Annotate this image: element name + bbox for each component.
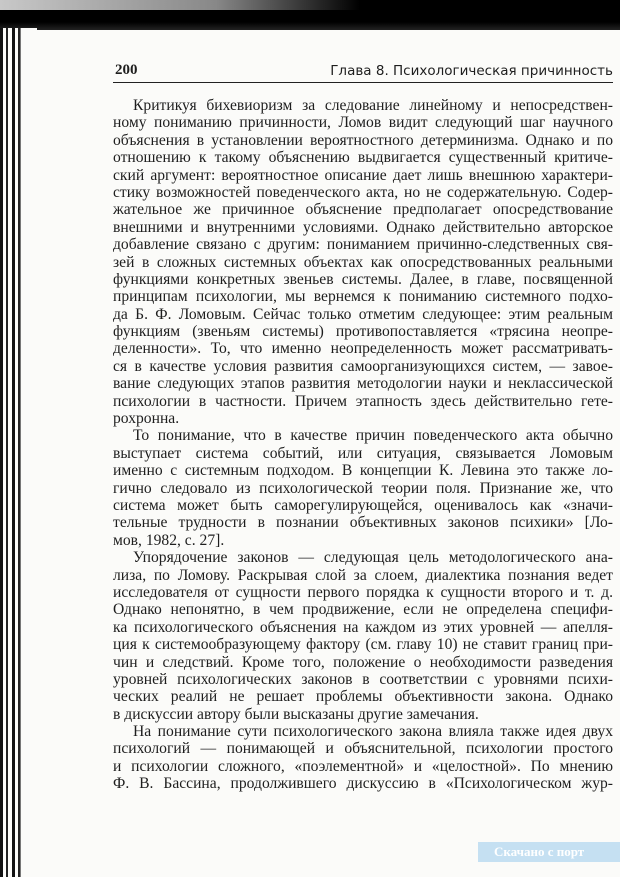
- scan-top-edge: [0, 0, 620, 30]
- text-line: На понимание сути психологического закона влияла также идея двух: [133, 723, 613, 741]
- text-line: ческих реалий не решает проблемы объективности закона. Однако: [113, 688, 613, 706]
- text-line: Однако непонятно, в чем продвижение, если не определена специфи-: [113, 601, 613, 619]
- page-body: [113, 97, 613, 793]
- page-number: 200: [115, 62, 138, 78]
- text-line: лиза, по Ломову. Раскрывая слой за слоем, диалектика познания ведет: [113, 566, 613, 584]
- text-line: внешними и внутренними условиями. Однако действительно авторское: [113, 218, 613, 236]
- watermark: Скачано с порт: [478, 842, 620, 862]
- text-line: тельные трудности в познании объективных законов психики» [Ло-: [113, 514, 613, 532]
- text-line: объяснения в установлении вероятностного детерминизма. Однако и по: [113, 131, 613, 149]
- text-line: ся в качестве условия развития самоорганизующихся систем, — завое-: [113, 357, 613, 375]
- text-line: чин и следствий. Кроме того, положение о необходимости разведения: [113, 653, 613, 671]
- text-line: психологии в частности. Причем этапность здесь действительно гете-: [113, 392, 613, 410]
- text-line: Ф. В. Бассина, продолжившего дискуссию в «Психологическом жур-: [113, 775, 613, 793]
- text-line: уровней психологических законов в соответствии с уровнями психи-: [113, 670, 613, 688]
- text-line: стику возможностей поведенческого акта, но не содержательную. Содер-: [113, 183, 613, 201]
- text-line: да Б. Ф. Ломовым. Сейчас только отметим следующее: этим реальным: [113, 305, 613, 323]
- text-line: То понимание, что в качестве причин поведенческого акта обычно: [133, 427, 613, 445]
- text-line: ция к системообразующему фактору (см. главу 10) не ставит границ при-: [113, 636, 613, 654]
- text-line: мов, 1982, с. 27].: [113, 531, 225, 549]
- text-line: в дискуссии автору были высказаны другие замечания.: [113, 705, 479, 723]
- paragraph: [113, 549, 613, 723]
- text-line: и психологии сложного, «поэлементной» и «целостной». По мнению: [113, 757, 613, 775]
- text-line: зей в сложных системных объектах как опосредствованных реальными: [113, 253, 613, 271]
- text-line: функциями конкретных звеньев системы. Далее, в главе, посвященной: [113, 270, 613, 288]
- text-line: вание следующих этапов развития методологии науки и неклассической: [113, 375, 613, 393]
- text-line: выступает система событий, или ситуация, связывается Ломовым: [113, 444, 613, 462]
- text-line: функциям (звеньям системы) противопоставляется «трясина неопре-: [113, 323, 613, 341]
- text-line: исследователя от сущности первого порядка к сущности второго и т. д.: [113, 583, 613, 601]
- text-line: именно с системным подходом. В концепции К. Левина это также ло-: [113, 462, 613, 480]
- paragraph: [113, 427, 613, 549]
- text-line: отношению к такому объяснению выдвигается существенный критиче-: [113, 149, 613, 167]
- paragraph: [113, 97, 613, 427]
- text-line: жательное же причинное объяснение предполагает опосредствование: [113, 201, 613, 219]
- running-head: Глава 8. Психологическая причинность: [330, 63, 613, 79]
- text-line: рохронна.: [113, 410, 180, 428]
- text-line: ному пониманию причинности, Ломов видит следующий шаг научного: [113, 114, 613, 132]
- text-line: добавление связано с другим: пониманием причинно-следственных свя-: [113, 236, 613, 254]
- text-line: принципам психологии, мы вернемся к пониманию системного подхо-: [113, 288, 613, 306]
- text-line: Упорядочение законов — следующая цель методологического ана-: [133, 549, 613, 567]
- text-line: ский аргумент: вероятностное описание дает лишь внешнюю характери-: [113, 166, 613, 184]
- text-line: деленности». То, что именно неопределенность может рассматривать-: [113, 340, 613, 358]
- text-line: Критикуя бихевиоризм за следование линейному и непосредствен-: [133, 97, 613, 114]
- text-line: гично следовало из психологической теории поля. Признание же, что: [113, 479, 613, 497]
- text-line: система может быть саморегулирующейся, оценивалось как «значи-: [113, 496, 613, 514]
- text-line: психологий — понимающей и объяснительной, психологии простого: [113, 740, 613, 758]
- paragraph: [113, 723, 613, 793]
- page-header: [113, 62, 613, 83]
- text-line: ка психологического объяснения на каждом из этих уровней — апелля-: [113, 618, 613, 636]
- scan-left-edge: [0, 28, 36, 877]
